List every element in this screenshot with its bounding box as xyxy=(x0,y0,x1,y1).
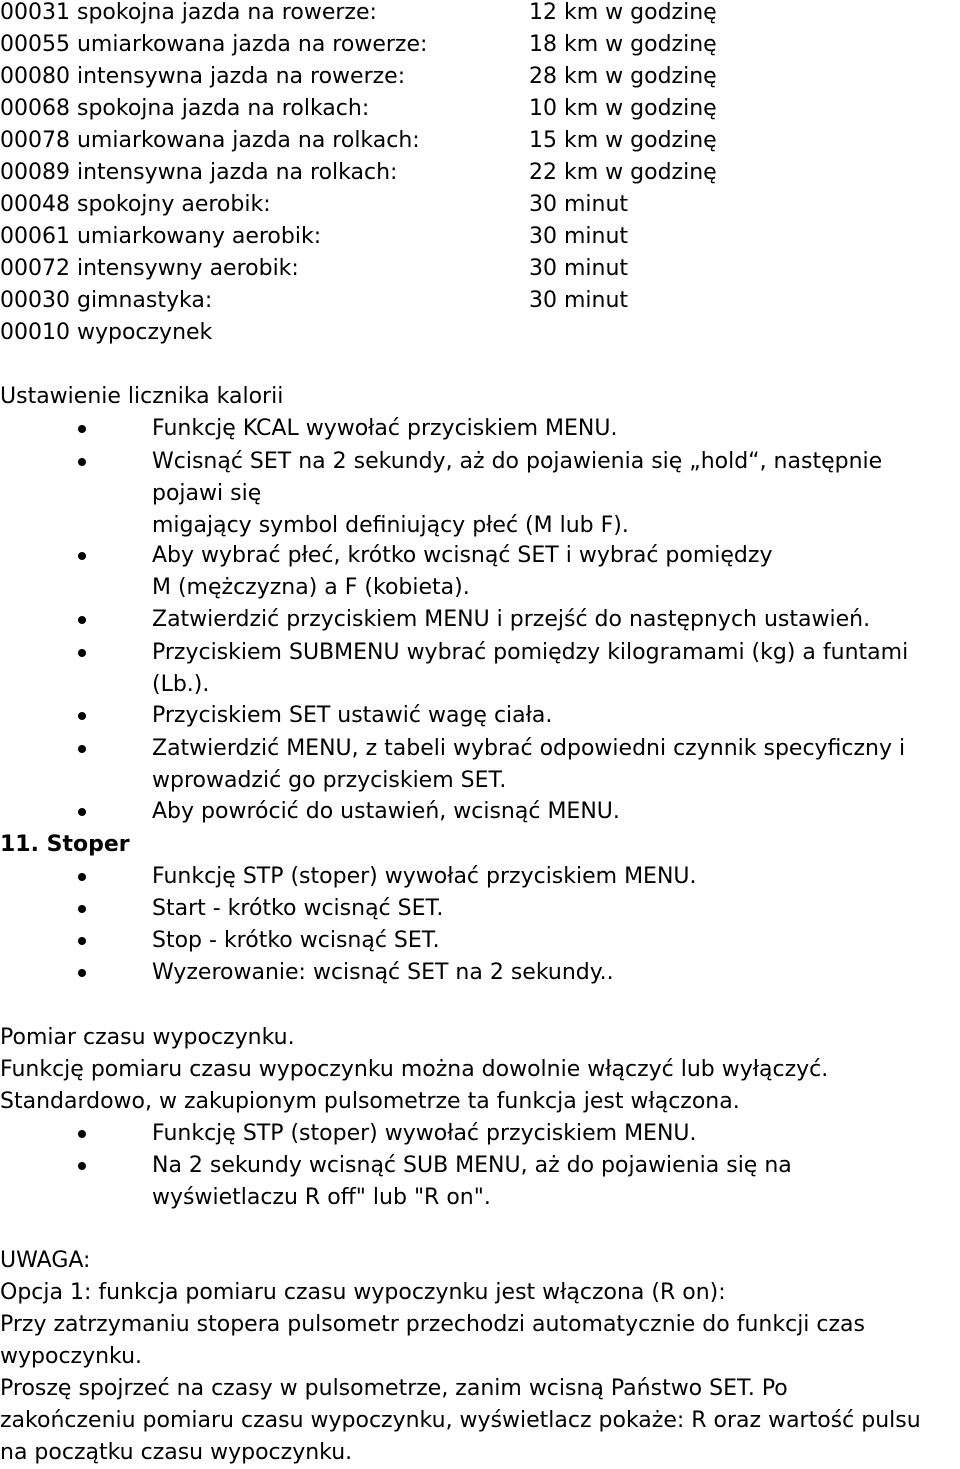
bullet-icon xyxy=(78,1130,86,1138)
section-heading-stopwatch: 11. Stoper xyxy=(0,832,130,857)
activity-label: 00048 spokojny aerobik: xyxy=(0,192,271,217)
list-item-text: Zatwierdzić MENU, z tabeli wybrać odpowiedni czynnik specyficzny i xyxy=(152,736,906,761)
activity-value: 28 km w godzinę xyxy=(529,64,717,89)
activity-value: 30 minut xyxy=(529,192,629,217)
list-item-text: Funkcję STP (stoper) wywołać przyciskiem MENU. xyxy=(152,864,697,889)
activity-value: 30 minut xyxy=(529,288,629,313)
activity-label: 00078 umiarkowana jazda na rolkach: xyxy=(0,128,420,153)
paragraph: na początku czasu wypoczynku. xyxy=(0,1440,353,1465)
section-heading-calories: Ustawienie licznika kalorii xyxy=(0,384,284,409)
activity-value: 12 km w godzinę xyxy=(529,0,717,25)
section-heading-note: UWAGA: xyxy=(0,1248,91,1273)
table-row xyxy=(0,317,960,349)
list-item-text: Zatwierdzić przyciskiem MENU i przejść do następnych ustawień. xyxy=(152,607,871,632)
bullet-icon xyxy=(78,458,86,466)
list-item-text: Funkcję KCAL wywołać przyciskiem MENU. xyxy=(152,416,618,441)
activity-label: 00030 gimnastyka: xyxy=(0,288,213,313)
table-row xyxy=(0,125,960,157)
bullet-icon xyxy=(78,552,86,560)
list-item-text: Aby wybrać płeć, krótko wcisnąć SET i wybrać pomiędzy xyxy=(152,543,773,568)
list-item-text: (Lb.). xyxy=(152,672,210,697)
bullet-icon xyxy=(78,1162,86,1170)
bullet-icon xyxy=(78,649,86,657)
paragraph: wypoczynku. xyxy=(0,1344,143,1369)
list-item-text: Przyciskiem SUBMENU wybrać pomiędzy kilogramami (kg) a funtami xyxy=(152,640,909,665)
list-item-text: Wyzerowanie: wcisnąć SET na 2 sekundy.. xyxy=(152,960,614,985)
list-item-text: Przyciskiem SET ustawić wagę ciała. xyxy=(152,703,553,728)
list-item-text: Aby powrócić do ustawień, wcisnąć MENU. xyxy=(152,799,620,824)
activity-value: 10 km w godzinę xyxy=(529,96,717,121)
activity-value: 30 minut xyxy=(529,256,629,281)
table-row xyxy=(0,0,960,29)
section-heading-rest: Pomiar czasu wypoczynku. xyxy=(0,1025,295,1050)
table-row xyxy=(0,221,960,253)
bullet-icon xyxy=(78,745,86,753)
table-row xyxy=(0,29,960,61)
activity-value: 15 km w godzinę xyxy=(529,128,717,153)
activity-label: 00089 intensywna jazda na rolkach: xyxy=(0,160,398,185)
list-item-text: M (mężczyzna) a F (kobieta). xyxy=(152,575,470,600)
bullet-icon xyxy=(78,905,86,913)
activity-label: 00010 wypoczynek xyxy=(0,320,213,345)
list-item-text: migający symbol definiujący płeć (M lub F). xyxy=(152,513,629,538)
activity-label: 00031 spokojna jazda na rowerze: xyxy=(0,0,377,25)
list-item-text: Wcisnąć SET na 2 sekundy, aż do pojawienia się „hold“, następnie xyxy=(152,449,883,474)
bullet-icon xyxy=(78,969,86,977)
paragraph: Standardowo, w zakupionym pulsometrze ta funkcja jest włączona. xyxy=(0,1089,740,1114)
list-item-text: wprowadzić go przyciskiem SET. xyxy=(152,768,507,793)
activity-label: 00080 intensywna jazda na rowerze: xyxy=(0,64,406,89)
table-row xyxy=(0,93,960,125)
bullet-icon xyxy=(78,808,86,816)
table-row xyxy=(0,285,960,317)
list-item-text: pojawi się xyxy=(152,481,262,506)
table-row xyxy=(0,61,960,93)
table-row xyxy=(0,253,960,285)
list-item-text: Start - krótko wcisnąć SET. xyxy=(152,896,444,921)
activity-label: 00072 intensywny aerobik: xyxy=(0,256,299,281)
paragraph: Funkcję pomiaru czasu wypoczynku można dowolnie włączyć lub wyłączyć. xyxy=(0,1057,829,1082)
bullet-icon xyxy=(78,873,86,881)
bullet-icon xyxy=(78,616,86,624)
paragraph: zakończeniu pomiaru czasu wypoczynku, wyświetlacz pokaże: R oraz wartość pulsu xyxy=(0,1408,921,1433)
list-item-text: wyświetlaczu R off" lub "R on". xyxy=(152,1185,491,1210)
activity-label: 00061 umiarkowany aerobik: xyxy=(0,224,322,249)
list-item-text: Stop - krótko wcisnąć SET. xyxy=(152,928,440,953)
list-item-text: Na 2 sekundy wcisnąć SUB MENU, aż do pojawienia się na xyxy=(152,1153,792,1178)
bullet-icon xyxy=(78,937,86,945)
paragraph: Proszę spojrzeć na czasy w pulsometrze, zanim wcisną Państwo SET. Po xyxy=(0,1376,788,1401)
paragraph: Przy zatrzymaniu stopera pulsometr przechodzi automatycznie do funkcji czas xyxy=(0,1312,865,1337)
bullet-icon xyxy=(78,425,86,433)
activity-value: 22 km w godzinę xyxy=(529,160,717,185)
activity-value: 18 km w godzinę xyxy=(529,32,717,57)
list-item-text: Funkcję STP (stoper) wywołać przyciskiem MENU. xyxy=(152,1121,697,1146)
activity-label: 00055 umiarkowana jazda na rowerze: xyxy=(0,32,428,57)
table-row xyxy=(0,189,960,221)
activity-label: 00068 spokojna jazda na rolkach: xyxy=(0,96,370,121)
activity-value: 30 minut xyxy=(529,224,629,249)
bullet-icon xyxy=(78,712,86,720)
table-row xyxy=(0,157,960,189)
paragraph: Opcja 1: funkcja pomiaru czasu wypoczynku jest włączona (R on): xyxy=(0,1280,726,1305)
